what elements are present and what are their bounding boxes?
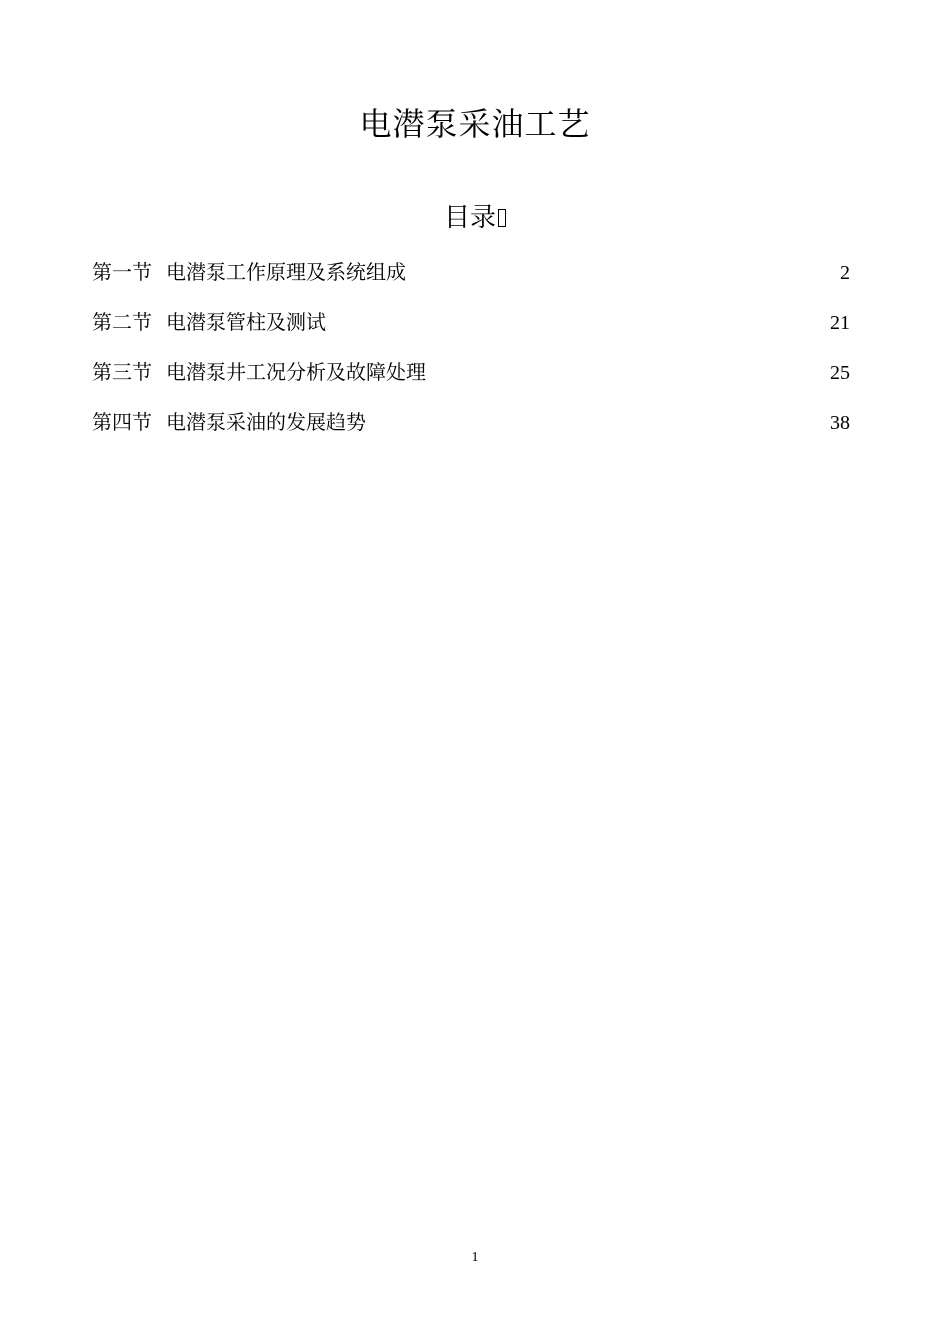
toc-section-label: 第一节: [92, 260, 152, 284]
toc-entry-title: 电潜泵采油的发展趋势: [166, 410, 366, 434]
toc-entry-title: 电潜泵工作原理及系统组成: [166, 260, 406, 284]
toc-entry-title: 电潜泵管柱及测试: [166, 310, 326, 334]
toc-section-label: 第三节: [92, 360, 152, 384]
toc-entry-4[interactable]: [92, 406, 850, 456]
toc-entry-3[interactable]: [92, 356, 850, 406]
page-footer-number: 1: [471, 1250, 479, 1265]
toc-entry-1[interactable]: [92, 256, 850, 306]
toc-entry-2[interactable]: [92, 306, 850, 356]
toc-page-number: 2: [840, 262, 850, 284]
toc-heading-label: 目录: [443, 203, 496, 233]
toc-dot-leader: [368, 428, 828, 429]
toc-dot-leader: [328, 328, 828, 329]
missing-glyph-box-icon: [498, 209, 506, 227]
toc-entry-title: 电潜泵井工况分析及故障处理: [166, 360, 426, 384]
toc-dot-leader: [408, 278, 838, 279]
toc-dot-leader: [428, 378, 828, 379]
toc-page-number: 38: [830, 412, 850, 434]
toc-heading: [0, 198, 950, 238]
toc-page-number: 21: [830, 312, 850, 334]
document-title: 电潜泵采油工艺: [359, 105, 591, 143]
toc-section-label: 第二节: [92, 310, 152, 334]
toc-page-number: 25: [830, 362, 850, 384]
toc-section-label: 第四节: [92, 410, 152, 434]
table-of-contents: [92, 256, 850, 456]
